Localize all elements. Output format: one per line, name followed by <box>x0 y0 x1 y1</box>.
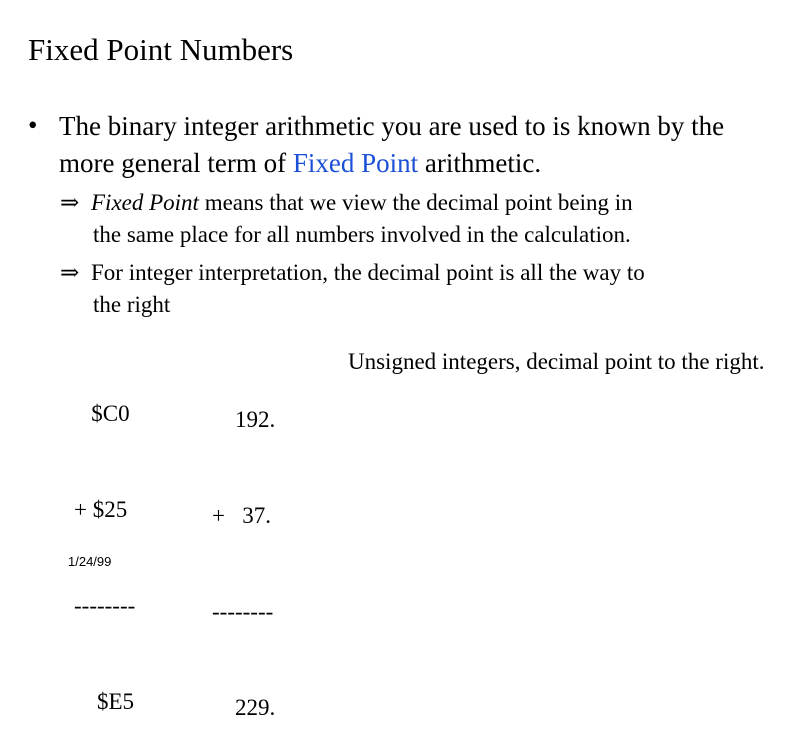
sub-bullet-1-italic: Fixed Point <box>91 190 199 215</box>
implies-arrow-icon: ⇒ <box>60 260 80 285</box>
slide-title: Fixed Point Numbers <box>28 32 294 67</box>
decimal-line: + 37. <box>212 503 271 528</box>
sub-bullet-1 <box>60 187 760 251</box>
decimal-line: 229. <box>212 695 276 720</box>
sub-bullet-1-line1: means that we view the decimal point being in <box>198 190 633 215</box>
main-bullet-text-end: arithmetic. <box>418 148 542 178</box>
hex-line: $E5 <box>74 689 135 714</box>
sub-bullet-2-line1: For integer interpretation, the decimal point is all the way to <box>91 260 645 285</box>
unsigned-note: Unsigned integers, decimal point to the right. <box>348 349 765 374</box>
decimal-addition-example <box>212 340 275 756</box>
sub-bullet-1-line2: the same place for all numbers involved in the calculation. <box>93 222 631 247</box>
hex-line: -------- <box>74 593 136 618</box>
decimal-line: 192. <box>212 407 276 432</box>
implies-arrow-icon: ⇒ <box>60 190 80 215</box>
fixed-point-highlight: Fixed Point <box>292 148 419 178</box>
main-bullet <box>59 108 779 182</box>
bullet-marker: • <box>28 110 38 140</box>
decimal-line: -------- <box>212 599 274 624</box>
main-bullet-text: The binary integer arithmetic you are used to is known by the more general term of <box>59 111 725 178</box>
hex-line: $C0 <box>74 401 130 426</box>
hex-line: + $25 <box>74 497 128 522</box>
sub-bullet-2 <box>60 257 760 321</box>
sub-bullet-2-line2: the right <box>93 292 171 317</box>
hex-addition-example <box>74 334 135 750</box>
slide-date: 1/24/99 <box>68 554 112 569</box>
